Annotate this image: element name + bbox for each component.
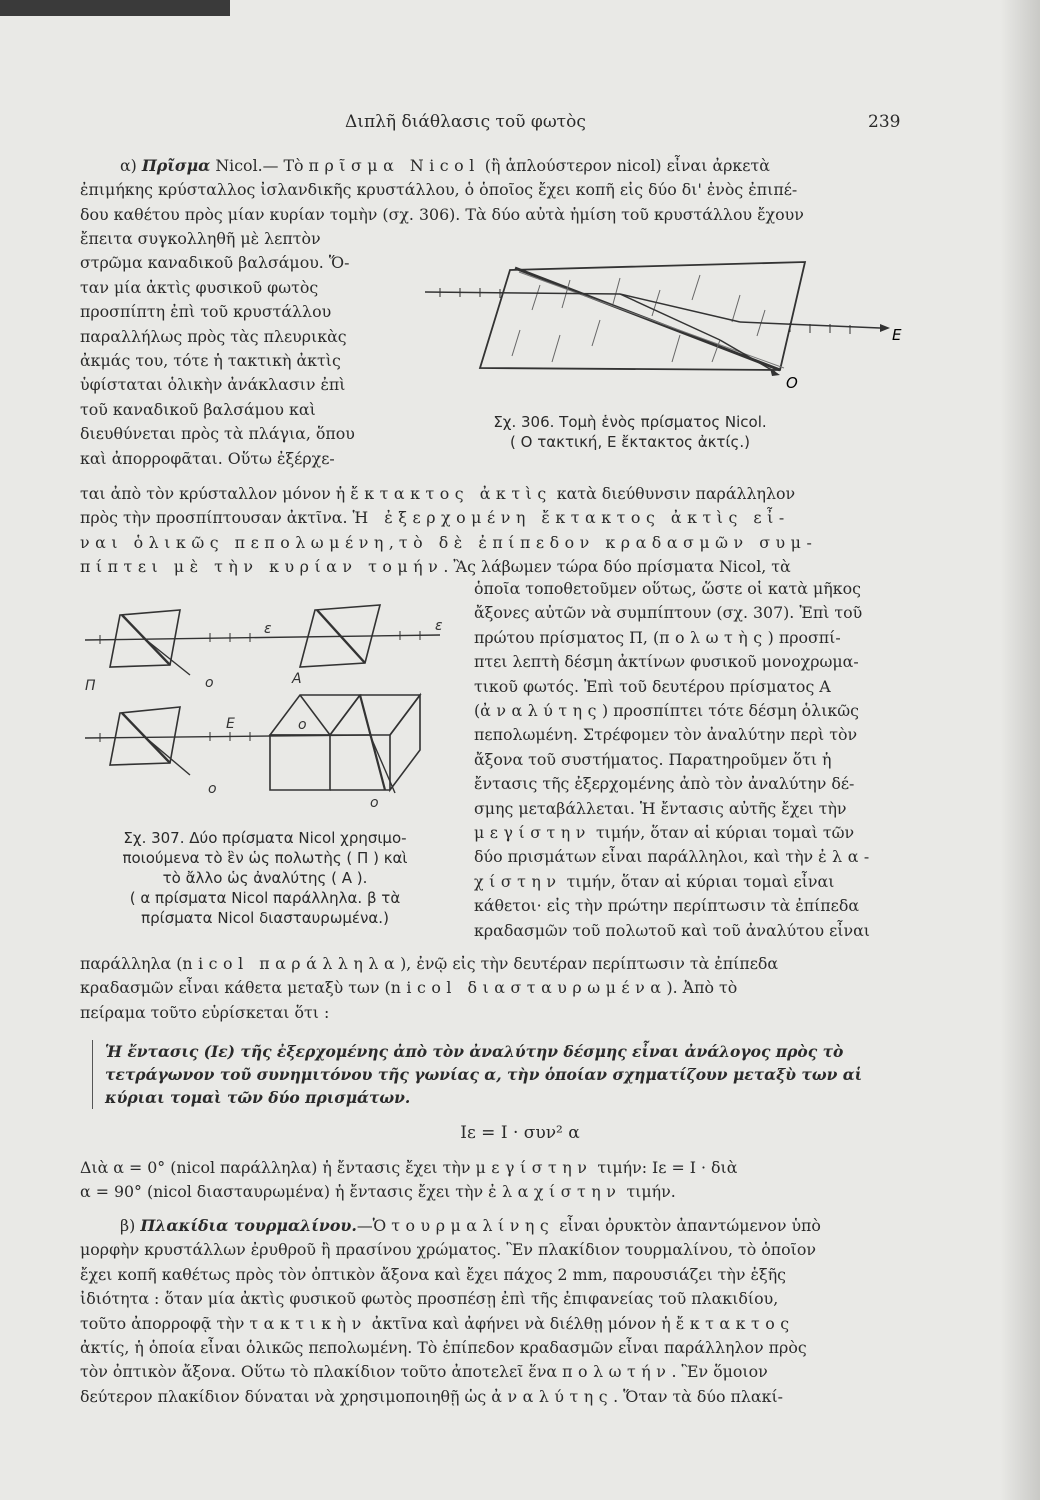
spaced-term: χίστην	[474, 871, 562, 891]
conclusion-text	[80, 1156, 938, 1205]
law-line: Ἡ ἔντασις (Iε) τῆς ἐξερχομένης ἀπὸ τὸν ἀναλύτην δέσμης εἶναι ἀνάλογος πρὸς τὸ	[105, 1042, 844, 1061]
section-a-heading: Πρῖσμα	[141, 156, 211, 175]
text-line: σμης μεταβάλλεται. Ἡ ἔντασις αὐτῆς ἔχει τὴν	[474, 798, 847, 818]
text-line: μεγίστην τιμήν, ὅταν αἱ κύριαι τομαὶ τῶν	[474, 823, 855, 843]
spaced-term: τουρμαλίνης	[391, 1216, 555, 1235]
figure-306	[420, 250, 920, 400]
text-line: ὑφίσταται ὁλικὴν ἀνάκλασιν ἐπὶ	[80, 375, 346, 395]
text-line: χίστην τιμήν, ὅταν αἱ κύριαι τομαὶ εἶναι	[474, 871, 835, 891]
law-statement	[92, 1040, 951, 1109]
text-line: δύο πρισμάτων εἶναι παράλληλοι, καὶ τὴν ἐλα-	[474, 847, 875, 867]
text-line: ἰδιότητα : ὅταν μία ἀκτὶς φυσικοῦ φωτὸς προσπέσῃ ἐπὶ τῆς ἐπιφανείας τοῦ πλακιδίου,	[80, 1289, 779, 1309]
page-number: 239	[868, 112, 901, 132]
text-line: δου καθέτου πρὸς μίαν κυρίαν τομὴν (σχ. 306). Τὰ δύο αὐτὰ ἡμίση τοῦ κρυστάλλου ἔχουν	[80, 204, 804, 224]
text-line: ὁποῖα τοποθετοῦμεν οὕτως, ὥστε οἱ κατὰ μῆκος	[474, 579, 861, 598]
section-a-wrap	[80, 227, 410, 471]
text-line: διευθύνεται πρὸς τὰ πλάγια, ὅπου	[80, 424, 355, 444]
text-line: παράλληλα (nicol παράλληλα), ἐνῷ εἰς τὴν δευτέραν περίπτωσιν τὰ ἐπίπεδα	[80, 954, 779, 973]
text-line: α = 90° (nicol διασταυρωμένα) ἡ ἔντασις ἔχει τὴν ἐλαχίστην τιμήν.	[80, 1182, 676, 1202]
label-e-upper: ε	[264, 621, 272, 637]
text-line: ἄξονα τοῦ συστήματος. Παρατηροῦμεν ὅτι ἡ	[474, 749, 832, 769]
spaced-term: πρῖσμα Nicol	[308, 156, 480, 175]
label-o-lower: ο	[208, 781, 217, 797]
text-line: κάθετοι· εἰς τὴν πρώτην περίπτωσιν τὰ ἐπίπεδα	[474, 896, 860, 916]
text-line: τοῦτο ἀπορροφᾷ τὴν τακτικὴν ἀκτῖνα καὶ ἀφήνει νὰ διέλθῃ μόνον ἡ ἔκτακτος	[80, 1313, 795, 1333]
right-column-text	[474, 577, 938, 943]
spaced-term: μεγίστην	[474, 823, 591, 843]
law-line: τετράγωνον τοῦ συνημιτόνου τῆς γωνίας α, τὴν ὁποίαν σχηματίζουν μεταξὺ των αἱ	[105, 1065, 863, 1084]
text-line: ἔχει κοπῆ καθέτως πρὸς τὸν ὀπτικὸν ἄξονα καὶ ἔχει πάχος 2 mm, παρουσιάζει τὴν ἑξῆς	[80, 1264, 787, 1284]
text-line: β) Πλακίδια τουρμαλίνου.—Ὁ τουρμαλίνης εἶναι ὀρυκτὸν ἀπαντώμενον ὑπὸ	[120, 1216, 821, 1235]
spaced-term: τακτικὴν	[249, 1313, 367, 1333]
text-line: ἀκμάς του, τότε ἡ τακτικὴ ἀκτὶς	[80, 351, 341, 371]
text-line: ἄξονες αὐτῶν νὰ συμπίπτουν (σχ. 307). Ἐπὶ τοῦ	[474, 603, 863, 623]
spaced-term: ἐλαχίστην	[488, 1182, 622, 1202]
spaced-term: nicol παράλληλα	[182, 954, 401, 973]
label-o-upper: ο	[205, 675, 214, 691]
text-line: παραλλήλως πρὸς τὰς πλευρικὰς	[80, 326, 347, 346]
spaced-term: ἔκτακτος ἀκτὶς	[350, 484, 552, 503]
section-a-continuation	[80, 482, 938, 580]
text-line: κραδασμῶν εἶναι κάθετα μεταξὺ των (nicol διασταυρωμένα). Ἀπὸ τὸ	[80, 978, 738, 998]
text-line: κραδασμῶν τοῦ πολωτοῦ καὶ τοῦ ἀναλύτου εἶναι	[474, 920, 870, 940]
label-analyzer: A	[292, 671, 302, 687]
text-line: τικοῦ φωτός. Ἐπὶ τοῦ δευτέρου πρίσματος Α	[474, 676, 831, 696]
text-line: ναι ὁλικῶς πεπολωμένη, τὸ δὲ ἐπίπεδον κραδασμῶν συμ-	[80, 532, 818, 552]
spaced-term: πίπτει μὲ τὴν κυρίαν τομήν	[80, 557, 444, 577]
spaced-term: Ἡ ἐξερχομένη ἔκτακτος ἀκτὶς εἶ-	[352, 508, 790, 528]
after-figure-text	[80, 952, 938, 1025]
text-line: α) Πρῖσμα Nicol.— Τὸ πρῖσμα Nicol (ἢ ἁπλούστερον nicol) εἶναι ἀρκετὰ	[120, 156, 770, 175]
spaced-term: ἔκτακτος	[675, 1313, 795, 1333]
page-edge-shadow	[1000, 0, 1040, 1500]
two-nicol-diagram	[80, 595, 460, 820]
label-polarizer: Π	[85, 678, 96, 694]
text-line: ἔντασις τῆς ἐξερχομένης ἀπὸ τὸν ἀναλύτην δέ-	[474, 774, 855, 794]
text-line: ται ἀπὸ τὸν κρύσταλλον μόνον ἡ ἔκτακτος ἀκτὶς κατὰ διεύθυνσιν παράλληλον	[80, 484, 796, 503]
text-line: ταν μία ἀκτὶς φυσικοῦ φωτὸς	[80, 277, 319, 297]
text-line: ἔπειτα συγκολληθῆ μὲ λεπτὸν	[80, 229, 321, 248]
text-line: Διὰ α = 0° (nicol παράλληλα) ἡ ἔντασις ἔχει τὴν μεγίστην τιμήν: Iε = I · διὰ	[80, 1158, 738, 1177]
running-title: Διπλῆ διάθλασις τοῦ φωτὸς	[345, 112, 586, 132]
spaced-term: ἀναλύτης	[491, 1386, 614, 1406]
label-o: O	[786, 374, 798, 392]
caption-line: ποιούμενα τὸ ἓν ὡς πολωτὴς ( Π ) καὶ	[122, 849, 408, 867]
label-o-analyzer: ο	[370, 795, 379, 811]
text-line: στρῶμα καναδικοῦ βαλσάμου. Ὅ-	[80, 253, 350, 273]
spaced-term: πολωτήν	[562, 1362, 672, 1382]
section-b-heading: Πλακίδια τουρμαλίνου.	[140, 1216, 357, 1235]
nicol-prism-diagram	[420, 250, 920, 400]
text-line: ἐπιμήκης κρύσταλλος ἰσλανδικῆς κρυστάλλου, ὁ ὁποῖος ἔχει κοπῆ εἰς δύο δι' ἑνὸς ἐπιπέ-	[80, 180, 798, 200]
intensity-formula: Iε = I · συν² α	[460, 1123, 580, 1143]
text-line: δεύτερον πλακίδιον δύναται νὰ χρησιμοποιηθῇ ὡς ἀναλύτης. Ὅταν τὰ δύο πλακί-	[80, 1386, 783, 1406]
text-line: πεπολωμένη. Στρέφομεν τὸν ἀναλύτην περὶ τὸν	[474, 725, 858, 745]
section-a-intro	[80, 154, 938, 227]
label-e: E	[892, 326, 902, 344]
caption-line: ( Ο τακτική, Ε ἔκτακτος ἀκτίς.)	[510, 433, 750, 451]
figure-307-caption	[80, 828, 450, 928]
spaced-term: ἐλα-	[818, 847, 875, 867]
text-line: πρώτου πρίσματος Π, (πολωτὴς) προσπί-	[474, 627, 841, 647]
caption-line: Σχ. 306. Τομὴ ἑνὸς πρίσματος Nicol.	[493, 413, 767, 431]
text-line: προσπίπτη ἐπὶ τοῦ κρυστάλλου	[80, 302, 332, 322]
label-e-lower: Ε	[226, 716, 235, 732]
caption-line: πρίσματα Nicol διασταυρωμένα.)	[141, 909, 389, 927]
label-e-right: ε	[435, 618, 443, 634]
figure-306-caption	[470, 412, 790, 452]
text-line: (ἀναλύτης) προσπίπτει τότε δέσμη ὁλικῶς	[474, 701, 860, 721]
spaced-term: ναι ὁλικῶς πεπολωμένη	[80, 532, 389, 552]
text-line: τὸν ὀπτικὸν ἄξονα. Οὕτω τὸ πλακίδιον τοῦτο ἀποτελεῖ ἕνα πολωτήν. Ἓν ὅμοιον	[80, 1362, 768, 1382]
text-line: πίπτει μὲ τὴν κυρίαν τομήν. Ἂς λάβωμεν τώρα δύο πρίσματα Nicol, τὰ	[80, 557, 791, 577]
text-line: τοῦ καναδικοῦ βαλσάμου καὶ	[80, 399, 316, 419]
text-line: ἀκτίς, ἡ ὁποία εἶναι ὁλικῶς πεπολωμένη. Τὸ ἐπίπεδον κραδασμῶν εἶναι παράλληλον πρὸς	[80, 1338, 807, 1358]
caption-line: τὸ ἄλλο ὡς ἀναλύτης ( Α ).	[162, 869, 368, 887]
caption-line: Σχ. 307. Δύο πρίσματα Nicol χρησιμο-	[123, 829, 407, 847]
spaced-term: ἀναλύτης	[480, 701, 603, 721]
figure-307	[80, 595, 460, 820]
text-line: πείραμα τοῦτο εὑρίσκεται ὅτι :	[80, 1002, 330, 1022]
label-o-center: ο	[298, 717, 307, 733]
spaced-term: πολωτὴς	[659, 627, 768, 647]
section-b	[80, 1214, 938, 1409]
text-line: καὶ ἀπορροφᾶται. Οὕτω ἐξέρχε-	[80, 448, 335, 468]
text-line: μορφὴν κρυστάλλων ἐρυθροῦ ἢ πρασίνου χρώματος. Ἓν πλακίδιον τουρμαλίνου, τὸ ὁποῖον	[80, 1240, 816, 1260]
scan-corner-shadow	[0, 0, 230, 16]
caption-line: ( α πρίσματα Nicol παράλληλα. β τὰ	[129, 889, 401, 907]
text-line: πρὸς τὴν προσπίπτουσαν ἀκτῖνα. Ἡ ἐξερχομένη ἔκτακτος ἀκτὶς εἶ-	[80, 508, 790, 528]
spaced-term: τὸ δὲ ἐπίπεδον κραδασμῶν συμ-	[398, 532, 818, 552]
law-line: κύριαι τομαὶ τῶν δύο πρισμάτων.	[105, 1088, 411, 1107]
spaced-term: nicol διασταυρωμένα	[390, 978, 667, 998]
spaced-term: μεγίστην	[475, 1158, 593, 1177]
text-line: πτει λεπτὴ δέσμη ἀκτίνων φυσικοῦ μονοχρωμα-	[474, 652, 859, 672]
